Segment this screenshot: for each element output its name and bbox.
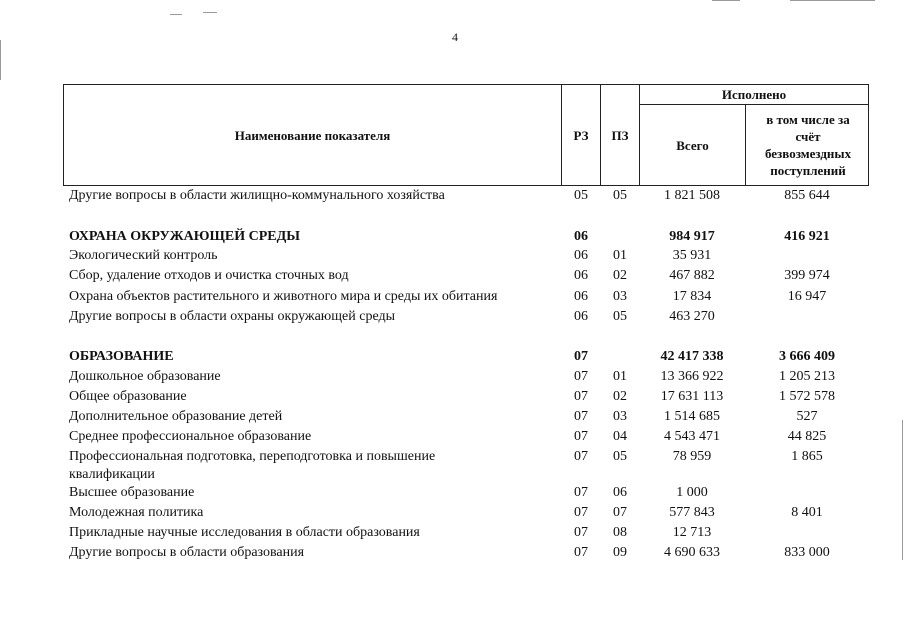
row-grant: 1 865 xyxy=(791,449,823,464)
row-total: 984 917 xyxy=(669,229,715,244)
row-rz: 07 xyxy=(574,525,588,540)
row-name: ОХРАНА ОКРУЖАЮЩЕЙ СРЕДЫ xyxy=(69,229,300,244)
row-total: 17 834 xyxy=(672,289,712,304)
row-total: 1 821 508 xyxy=(664,188,720,203)
row-pz: 02 xyxy=(613,268,627,283)
row-name: ОБРАЗОВАНИЕ xyxy=(69,349,174,364)
row-grant: 416 921 xyxy=(784,229,830,244)
row-pz: 03 xyxy=(613,409,627,424)
row-total: 1 000 xyxy=(676,485,708,500)
row-grant: 3 666 409 xyxy=(779,349,835,364)
row-pz: 04 xyxy=(613,429,627,444)
row-total: 467 882 xyxy=(669,268,715,283)
row-name: Сбор, удаление отходов и очистка сточных вод xyxy=(69,268,349,283)
row-name: Профессиональная подготовка, переподготовка и повышение квалификации xyxy=(69,449,436,482)
row-name: Прикладные научные исследования в области образования xyxy=(69,525,420,540)
row-pz: 09 xyxy=(613,545,627,560)
header-grant-column: в том числе за счёт безвозмездных поступлений xyxy=(764,112,852,178)
row-name: Другие вопросы в области жилищно-коммунального хозяйства xyxy=(69,188,445,203)
row-rz: 07 xyxy=(574,505,588,520)
row-rz: 06 xyxy=(574,309,588,324)
row-rz: 06 xyxy=(574,248,588,263)
row-total: 577 843 xyxy=(669,505,715,520)
row-grant: 833 000 xyxy=(784,545,830,560)
row-pz: 06 xyxy=(613,485,627,500)
row-pz: 01 xyxy=(613,369,627,384)
row-rz: 07 xyxy=(574,389,588,404)
header-rz-column: РЗ xyxy=(573,127,589,143)
row-name: Среднее профессиональное образование xyxy=(69,429,312,444)
row-name: Высшее образование xyxy=(69,485,195,500)
row-grant: 44 825 xyxy=(787,429,827,444)
row-grant: 527 xyxy=(796,409,818,424)
row-grant: 8 401 xyxy=(791,505,823,520)
row-total: 463 270 xyxy=(669,309,715,324)
page-number: 4 xyxy=(452,30,458,44)
row-total: 13 366 922 xyxy=(660,369,724,384)
row-pz: 05 xyxy=(613,449,627,464)
row-pz: 05 xyxy=(613,309,627,324)
row-total: 17 631 113 xyxy=(660,389,724,404)
row-grant: 16 947 xyxy=(787,289,827,304)
header-pz-column: ПЗ xyxy=(611,127,629,143)
header-name-column: Наименование показателя xyxy=(234,127,391,143)
header-total-column: Всего xyxy=(676,137,709,153)
row-rz: 07 xyxy=(574,349,588,364)
row-rz: 06 xyxy=(574,268,588,283)
row-rz: 07 xyxy=(574,545,588,560)
row-name: Общее образование xyxy=(69,389,187,404)
row-rz: 05 xyxy=(574,188,588,203)
row-total: 4 543 471 xyxy=(664,429,720,444)
row-name: Дошкольное образование xyxy=(69,369,221,384)
row-name: Другие вопросы в области охраны окружающей среды xyxy=(69,309,395,324)
row-grant: 1 205 213 xyxy=(779,369,835,384)
row-total: 42 417 338 xyxy=(660,349,724,364)
row-rz: 07 xyxy=(574,409,588,424)
row-rz: 06 xyxy=(574,229,588,244)
row-rz: 07 xyxy=(574,369,588,384)
row-rz: 07 xyxy=(574,449,588,464)
row-name: Охрана объектов растительного и животного мира и среды их обитания xyxy=(69,289,498,304)
row-pz: 03 xyxy=(613,289,627,304)
row-name: Дополнительное образование детей xyxy=(69,409,283,424)
row-name: Молодежная политика xyxy=(69,505,204,520)
header-executed-group: Исполнено xyxy=(721,87,787,102)
row-pz: 08 xyxy=(613,525,627,540)
row-total: 35 931 xyxy=(672,248,712,263)
row-total: 12 713 xyxy=(672,525,712,540)
row-total: 78 959 xyxy=(672,449,712,464)
row-grant: 855 644 xyxy=(784,188,830,203)
row-total: 4 690 633 xyxy=(664,545,720,560)
row-rz: 07 xyxy=(574,429,588,444)
row-name: Другие вопросы в области образования xyxy=(69,545,305,560)
row-total: 1 514 685 xyxy=(664,409,720,424)
row-pz: 07 xyxy=(613,505,627,520)
row-pz: 01 xyxy=(613,248,627,263)
row-grant: 399 974 xyxy=(784,268,830,283)
row-pz: 02 xyxy=(613,389,627,404)
row-pz: 05 xyxy=(613,188,627,203)
row-grant: 1 572 578 xyxy=(779,389,835,404)
row-rz: 07 xyxy=(574,485,588,500)
row-rz: 06 xyxy=(574,289,588,304)
row-name: Экологический контроль xyxy=(69,248,218,263)
